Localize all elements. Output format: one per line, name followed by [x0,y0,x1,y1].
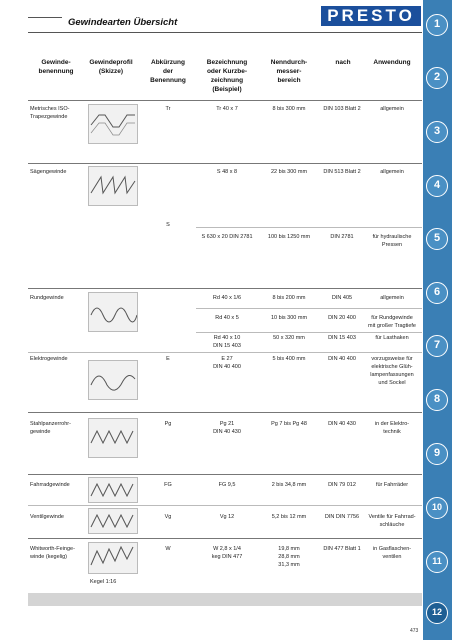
row-rund1-anw: allgemein [380,295,404,301]
row-divider [28,505,422,506]
subrow-divider [196,227,422,228]
row-divider [28,163,422,164]
saege-profile-sketch [88,166,138,206]
header-divider [28,100,422,101]
row-rund2-anw: für Rundgewinde mit großer Tragtiefe [368,315,416,329]
row-whitworth-range: 19,8 mm 28,8 mm 31,3 mm [278,546,300,568]
row-saege-abbr: S [166,222,170,228]
row-divider [28,412,422,413]
trapez-profile-sketch [88,104,138,144]
row-saege2-range: 100 bis 1250 mm [267,234,311,240]
row-rund3-bez: Rd 40 x 10 DIN 15 403 [213,335,241,349]
row-trapez-nach: DIN 103 Blatt 2 [323,106,361,112]
page-title: Gewindearten Übersicht [68,17,178,28]
stahlpanzer-profile-sketch [88,418,138,458]
chapter-tab-8[interactable]: 8 [426,389,448,411]
row-whitworth-name: Whitworth-Feinge- winde (kegelig) [30,546,75,560]
row-saege1-bez: S 48 x 8 [216,169,238,175]
row-rund3-range: 50 x 320 mm [273,335,305,341]
row-trapez-abbr: Tr [165,106,171,112]
col-header-nenndurchmesser: Nenndurch- messer- bereich [270,59,308,84]
chapter-tab-6[interactable]: 6 [426,282,448,304]
presto-logo [321,6,421,26]
row-trapez-range: 8 bis 300 mm [272,106,306,112]
chapter-tab-11[interactable]: 11 [426,551,448,573]
row-ventil-anw: Ventile für Fahrrad- schläuche [368,514,416,528]
chapter-tab-9[interactable]: 9 [426,443,448,465]
row-divider [28,288,422,289]
row-trapez-name: Metrisches ISO- Trapezgewinde [30,106,70,120]
row-stahlpanzer-abbr: Pg [164,421,172,427]
row-stahlpanzer-nach: DIN 40 430 [328,421,356,427]
col-header-abkuerzung: Abkürzung der Benennung [150,59,186,84]
chapter-tab-5[interactable]: 5 [426,228,448,250]
col-header-benennung: Gewinde- benennung [38,59,74,75]
row-saege1-anw: allgemein [380,169,404,175]
row-elektro-anw: vorzugsweise für elektrische Glüh- lampenfassungen und Sockel [370,356,414,386]
row-rund1-bez: Rd 40 x 1/6 [212,295,242,301]
row-saege-name: Sägengewinde [30,169,67,175]
row-rund1-nach: DIN 405 [331,295,353,301]
chapter-tab-7[interactable]: 7 [426,335,448,357]
chapter-tab-1[interactable]: 1 [426,14,448,36]
row-fahrrad-abbr: FG [164,482,172,488]
row-rund3-anw: für Lasthaken [375,335,409,341]
row-saege2-bez: S 630 x 20 DIN 2781 [201,234,253,240]
footer-bar [28,593,422,606]
row-whitworth-bez: W 2,8 x 1/4 keg DIN 477 [211,546,243,560]
row-rund-name: Rundgewinde [30,295,64,301]
header-rule-left [28,17,62,18]
row-rund1-range: 8 bis 200 mm [272,295,306,301]
row-fahrrad-range: 2 bis 34,8 mm [271,482,307,488]
row-ventil-nach: DIN DIN 7756 [324,514,360,520]
subrow-divider [196,308,422,309]
row-rund2-range: 10 bis 300 mm [270,315,308,321]
col-header-profil: Gewindeprofil (Skizze) [89,59,133,75]
row-ventil-abbr: Vg [164,514,172,520]
row-fahrrad-name: Fahrradgewinde [30,482,70,488]
rund-profile-sketch [88,292,138,332]
col-header-bezeichnung: Bezeichnung oder Kurzbe- zeichnung (Beispiel) [206,59,248,93]
row-stahlpanzer-bez: Pg 21 DIN 40 430 [213,421,241,435]
col-header-anwendung: Anwendung [373,59,411,66]
row-fahrrad-anw: für Fahrräder [375,482,409,488]
chapter-tab-3[interactable]: 3 [426,121,448,143]
row-elektro-range: 5 bis 400 mm [272,356,306,362]
logo-text: PRESTO [327,6,415,25]
row-saege2-nach: DIN 2781 [330,234,354,240]
header-rule [28,32,422,33]
row-divider [28,538,422,539]
fahrrad-profile-sketch [88,477,138,503]
whitworth-profile-sketch [88,542,138,574]
row-fahrrad-nach: DIN 79 012 [328,482,356,488]
row-divider [28,474,422,475]
page-number: 473 [410,628,419,634]
row-divider [28,352,422,353]
subrow-divider [196,332,422,333]
row-whitworth-anw: in Gasflaschen- ventilen [372,546,412,560]
row-whitworth-note: Kegel 1:16 [90,579,117,585]
row-ventil-bez: Vg 12 [219,514,235,520]
row-whitworth-nach: DIN 477 Blatt 1 [323,546,361,552]
row-stahlpanzer-name: Stahlpanzerrohr- gewinde [30,421,71,435]
row-rund2-nach: DIN 20 400 [328,315,356,321]
row-elektro-name: Elektrogewinde [30,356,68,362]
ventil-profile-sketch [88,508,138,534]
row-saege1-range: 22 bis 300 mm [270,169,308,175]
row-rund3-nach: DIN 15 403 [328,335,356,341]
chapter-tab-10[interactable]: 10 [426,497,448,519]
elektro-profile-sketch [88,360,138,400]
row-whitworth-abbr: W [165,546,171,552]
col-header-nach: nach [335,59,351,66]
chapter-sidebar [423,0,452,640]
row-trapez-anw: allgemein [380,106,404,112]
chapter-tab-12[interactable]: 12 [426,602,448,624]
row-saege1-nach: DIN 513 Blatt 2 [323,169,361,175]
row-elektro-bez: E 27 DIN 40 400 [213,356,241,370]
row-rund2-bez: Rd 40 x 5 [215,315,239,321]
chapter-tab-4[interactable]: 4 [426,175,448,197]
row-elektro-nach: DIN 40 400 [328,356,356,362]
row-ventil-range: 5,2 bis 12 mm [271,514,307,520]
row-stahlpanzer-range: Pg 7 bis Pg 48 [271,421,307,427]
row-saege2-anw: für hydraulische Pressen [372,234,412,248]
row-stahlpanzer-anw: in der Elektro- technik [374,421,410,435]
chapter-tab-2[interactable]: 2 [426,67,448,89]
row-trapez-bez: Tr 40 x 7 [216,106,238,112]
row-elektro-abbr: E [166,356,170,362]
row-fahrrad-bez: FG 9,5 [218,482,236,488]
row-ventil-name: Ventilgewinde [30,514,64,520]
